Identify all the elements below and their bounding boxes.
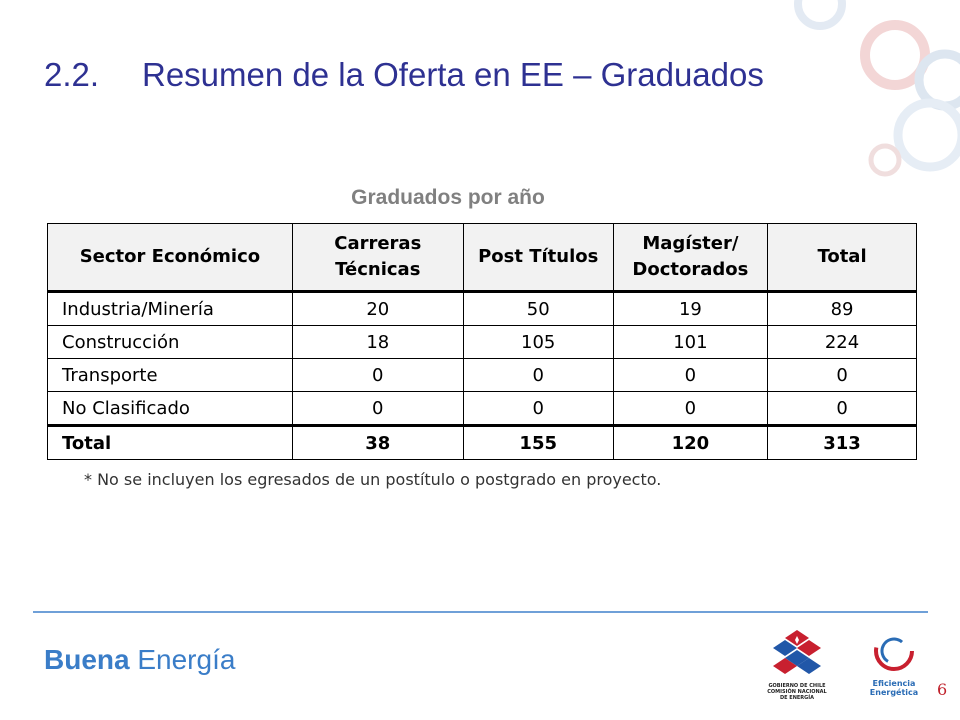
brand-logo: [44, 644, 235, 676]
table-row: [48, 392, 917, 426]
eficiencia-label-2: Energética: [869, 688, 919, 697]
total-cell: 155: [463, 426, 613, 460]
table-row: [48, 292, 917, 326]
page-title: [44, 56, 764, 94]
cell: 0: [463, 359, 613, 392]
table-row: [48, 359, 917, 392]
graduates-table: [47, 223, 917, 460]
gobierno-caption-2: COMISIÓN NACIONAL: [767, 689, 827, 695]
cell: 0: [463, 392, 613, 426]
total-label: Total: [48, 426, 293, 460]
gobierno-caption-1: GOBIERNO DE CHILE: [768, 683, 826, 689]
header-total: Total: [768, 224, 917, 292]
cell: Industria/Minería: [48, 292, 293, 326]
header-sector: Sector Económico: [48, 224, 293, 292]
cell: 18: [292, 326, 463, 359]
total-row: [48, 426, 917, 460]
section-number: 2.2.: [44, 56, 100, 93]
cell: 50: [463, 292, 613, 326]
section-title: Resumen de la Oferta en EE – Graduados: [142, 56, 764, 93]
total-cell: 120: [613, 426, 767, 460]
eficiencia-label-1: Eficiencia: [872, 679, 916, 688]
header-magister: Magíster/ Doctorados: [613, 224, 767, 292]
cell: 19: [613, 292, 767, 326]
cell: 0: [613, 359, 767, 392]
page-number: 6: [937, 680, 948, 699]
decorative-swirls: [700, 0, 960, 200]
cell: Transporte: [48, 359, 293, 392]
cell: 105: [463, 326, 613, 359]
gobierno-chile-logo: [762, 628, 832, 701]
cell: 0: [292, 359, 463, 392]
eficiencia-swirl-icon: [871, 628, 917, 674]
cell: No Clasificado: [48, 392, 293, 426]
eficiencia-energetica-logo: [862, 628, 926, 697]
cell: 0: [613, 392, 767, 426]
cell: 89: [768, 292, 917, 326]
cell: 20: [292, 292, 463, 326]
brand-light: Energía: [129, 644, 236, 675]
cell: 0: [292, 392, 463, 426]
cell: 0: [768, 392, 917, 426]
cell: 0: [768, 359, 917, 392]
cell: 101: [613, 326, 767, 359]
cell: 224: [768, 326, 917, 359]
footer-divider: [33, 611, 928, 613]
brand-strong: Buena: [44, 644, 130, 675]
footnote: * No se incluyen los egresados de un postítulo o postgrado en proyecto.: [84, 470, 662, 489]
table-row: [48, 326, 917, 359]
header-row: [48, 224, 917, 292]
gobierno-emblem-icon: [769, 628, 825, 678]
header-carreras: Carreras Técnicas: [292, 224, 463, 292]
cell: Construcción: [48, 326, 293, 359]
total-cell: 313: [768, 426, 917, 460]
table-title: Graduados por año: [351, 186, 545, 209]
gobierno-caption-3: DE ENERGÍA: [779, 695, 814, 701]
header-post-titulos: Post Títulos: [463, 224, 613, 292]
total-cell: 38: [292, 426, 463, 460]
